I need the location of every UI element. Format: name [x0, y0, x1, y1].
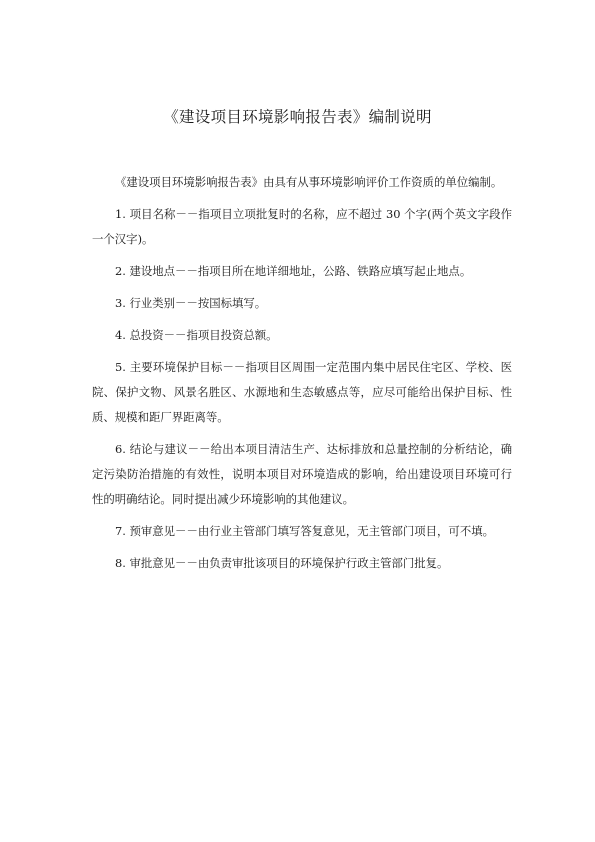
intro-paragraph: 《建设项目环境影响报告表》由具有从事环境影响评价工作资质的单位编制。: [115, 175, 503, 189]
item-industry-category: 3. 行业类别－－按国标填写。: [115, 296, 267, 310]
item-conclusions: 6. 结论与建议－－给出本项目清洁生产、达标排放和总量控制的分析结论，确定污染防治措施的有效性，说明本项目对环境造成的影响，给出建设项目环境可行性的明确结论。同时提出减少环境影响的其他建议。: [92, 442, 512, 506]
item-approval-opinion: 8. 审批意见－－由负责审批该项目的环境保护行政主管部门批复。: [115, 556, 449, 570]
item-preliminary-review: 7. 预审意见－－由行业主管部门填写答复意见，无主管部门项目，可不填。: [115, 524, 494, 538]
page-title: 《建设项目环境影响报告表》编制说明: [163, 108, 432, 126]
item-project-name: 1. 项目名称－－指项目立项批复时的名称，应不超过 30 个字(两个英文字段作一个汉字)。: [92, 207, 512, 246]
item-protection-targets: 5. 主要环境保护目标－－指项目区周围一定范围内集中居民住宅区、学校、医院、保护文物、风景名胜区、水源地和生态敏感点等，应尽可能给出保护目标、性质、规模和距厂界距离等。: [92, 360, 512, 424]
item-total-investment: 4. 总投资－－指项目投资总额。: [115, 328, 278, 342]
instructions-body: [92, 170, 512, 583]
item-construction-site: 2. 建设地点－－指项目所在地详细地址，公路、铁路应填写起止地点。: [115, 264, 472, 278]
